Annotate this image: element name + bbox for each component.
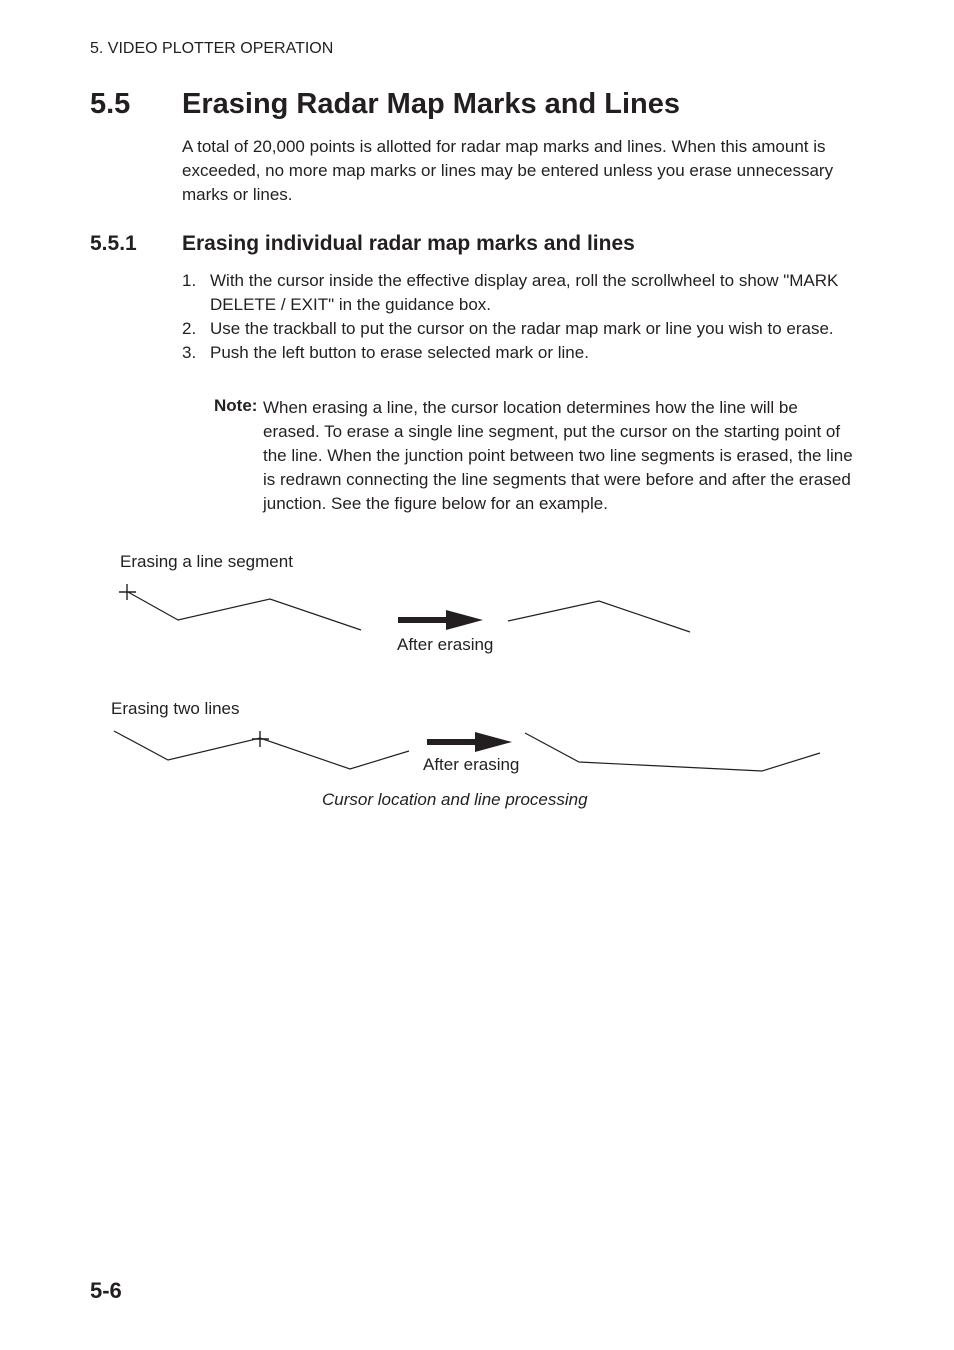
example1-label: Erasing a line segment	[120, 552, 293, 571]
page-number: 5-6	[90, 1278, 122, 1303]
section-number: 5.5	[90, 88, 131, 120]
example1-after-label: After erasing	[397, 635, 494, 654]
arrow-right-icon	[427, 732, 512, 752]
running-header: 5. VIDEO PLOTTER OPERATION	[90, 40, 334, 57]
cursor-icon	[119, 584, 136, 600]
step-number: 2.	[182, 319, 197, 338]
section-title: Erasing Radar Map Marks and Lines	[182, 88, 680, 120]
step-text: With the cursor inside the effective display area, roll the scrollwheel to show "MARK DELETE / EXIT" in the guidance box.	[210, 271, 839, 314]
step-number: 3.	[182, 343, 197, 362]
example1-after-line	[508, 601, 690, 632]
section-intro: A total of 20,000 points is allotted for radar map marks and lines. When this amount is exceeded, no more map marks or lines may be entered unless you erase unnecessary marks or lines.	[182, 137, 834, 204]
note-label: Note:	[214, 396, 258, 415]
subsection-title: Erasing individual radar map marks and lines	[182, 232, 635, 255]
subsection-number: 5.5.1	[90, 232, 137, 255]
cursor-icon	[252, 731, 269, 747]
note-text: When erasing a line, the cursor location determines how the line will be erased. To erase a single line segment, put the cursor on the starting point of the line. When the junction point between two line segments is erased, the line is redrawn connecting the line segments that were before and after the erased junction. See the figure below for an example.	[263, 398, 853, 513]
example2-before-line	[114, 731, 409, 769]
step-text: Push the left button to erase selected mark or line.	[210, 343, 589, 362]
example2-label: Erasing two lines	[111, 699, 240, 718]
step-number: 1.	[182, 271, 197, 290]
figure-caption: Cursor location and line processing	[322, 790, 588, 809]
arrow-right-icon	[398, 610, 483, 630]
step-text: Use the trackball to put the cursor on the radar map mark or line you wish to erase.	[210, 319, 834, 338]
example2-after-label: After erasing	[423, 755, 520, 774]
example2-after-line	[525, 733, 820, 771]
example1-before-line	[128, 592, 361, 630]
